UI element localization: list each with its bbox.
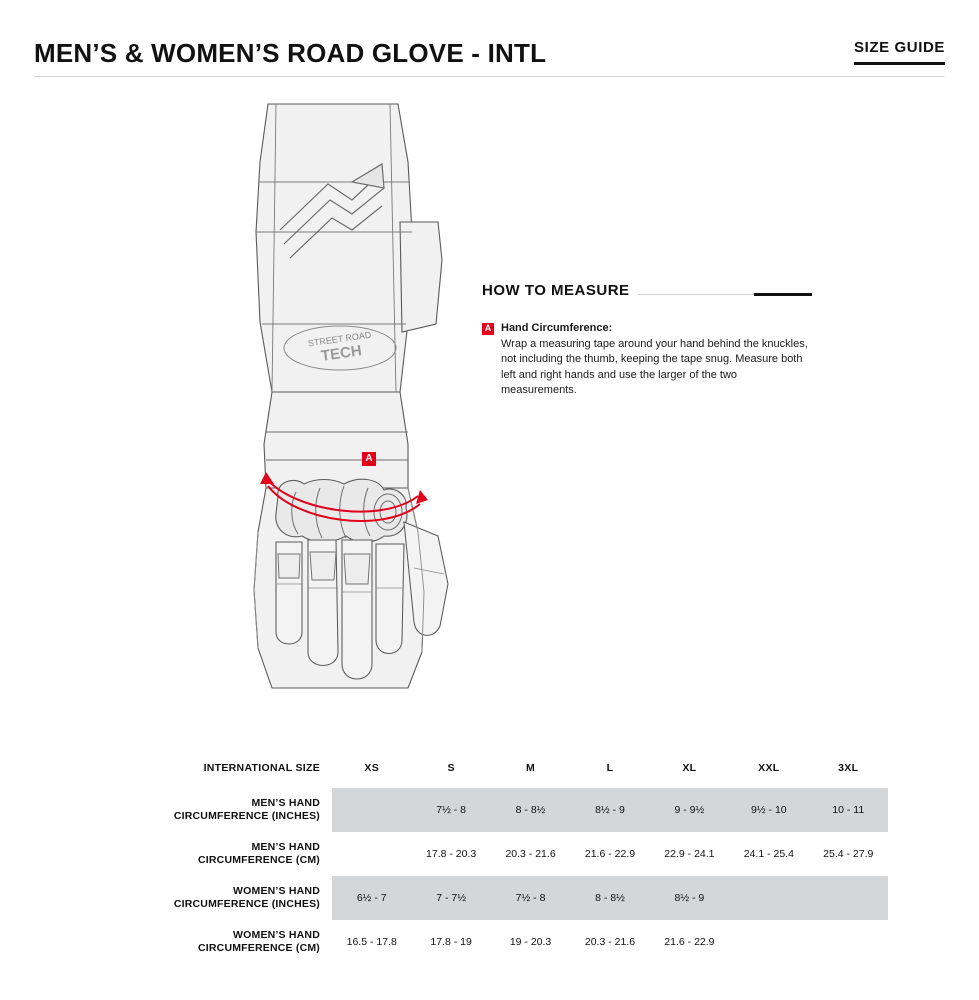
cell: 20.3 - 21.6 <box>584 936 636 948</box>
cell: 7 - 7½ <box>411 876 490 920</box>
row-label-line1: WOMEN’S HAND <box>233 884 320 897</box>
row-label-line1: MEN’S HAND <box>251 840 320 853</box>
table-row <box>96 876 888 920</box>
cell: 9 - 9½ <box>650 788 729 832</box>
table-header-label: INTERNATIONAL SIZE <box>203 762 320 774</box>
cell: 10 - 11 <box>809 788 888 832</box>
cell: 17.8 - 19 <box>430 936 472 948</box>
size-table-wrap <box>96 762 888 964</box>
cell <box>729 876 808 920</box>
cell: 8 - 8½ <box>570 876 649 920</box>
cell: 17.8 - 20.3 <box>426 848 477 860</box>
cell: 16.5 - 17.8 <box>346 936 397 948</box>
size-guide-label-wrap <box>854 39 945 66</box>
measure-marker-a: A <box>362 452 376 466</box>
cell: 8½ - 9 <box>570 788 649 832</box>
cell: 21.6 - 22.9 <box>584 848 636 860</box>
size-table <box>96 762 888 964</box>
row-label-line2: CIRCUMFERENCE (CM) <box>197 854 320 866</box>
cell: 25.4 - 27.9 <box>823 848 874 860</box>
size-guide-label: SIZE GUIDE <box>854 39 945 65</box>
row-label-line1: WOMEN’S HAND <box>233 928 320 941</box>
cell: 20.3 - 21.6 <box>505 848 556 860</box>
row-label-line1: MEN’S HAND <box>251 796 320 809</box>
measure-label: Hand Circumference: <box>501 322 613 334</box>
size-header-xl: XL <box>682 762 697 774</box>
glove-illustration <box>232 92 532 732</box>
row-label-mens-inches <box>96 788 332 832</box>
size-header-xs: XS <box>364 762 380 774</box>
row-label-line2: CIRCUMFERENCE (INCHES) <box>173 810 320 822</box>
page-header <box>0 0 979 78</box>
row-label-line2: CIRCUMFERENCE (CM) <box>197 942 320 954</box>
measure-item <box>482 321 812 398</box>
page-title: MEN’S & WOMEN’S ROAD GLOVE - INTL <box>34 38 547 68</box>
cell: 7½ - 8 <box>411 788 490 832</box>
how-to-measure-section <box>482 282 812 398</box>
how-to-measure-heading: HOW TO MEASURE <box>482 282 630 299</box>
cell: 8½ - 9 <box>650 876 729 920</box>
svg-text:STREET ROAD: STREET ROAD <box>307 329 372 349</box>
measure-badge-a: A <box>482 323 494 335</box>
size-header-l: L <box>606 762 614 774</box>
cell: 21.6 - 22.9 <box>664 936 715 948</box>
how-to-measure-heading-row <box>482 282 812 299</box>
cell: 24.1 - 25.4 <box>743 848 794 860</box>
measure-text <box>501 321 812 398</box>
cell: 22.9 - 24.1 <box>664 848 715 860</box>
table-row <box>96 920 888 964</box>
cell: 7½ - 8 <box>491 876 570 920</box>
row-label-mens-cm <box>96 832 332 876</box>
cell <box>729 920 808 964</box>
header-divider <box>34 76 945 77</box>
cell: 9½ - 10 <box>729 788 808 832</box>
cell <box>809 920 888 964</box>
cell: 19 - 20.3 <box>509 936 552 948</box>
row-label-womens-inches <box>96 876 332 920</box>
cell <box>809 876 888 920</box>
svg-text:TECH: TECH <box>319 342 363 365</box>
cell <box>332 832 411 876</box>
size-header-3xl: 3XL <box>838 762 859 774</box>
table-row <box>96 788 888 832</box>
size-header-xxl: XXL <box>758 762 780 774</box>
table-header-row <box>96 762 888 788</box>
cell: 8 - 8½ <box>491 788 570 832</box>
cell: 6½ - 7 <box>332 876 411 920</box>
size-header-m: M <box>526 762 536 774</box>
table-row <box>96 832 888 876</box>
heading-underline <box>638 294 812 295</box>
size-header-s: S <box>447 762 455 774</box>
row-label-line2: CIRCUMFERENCE (INCHES) <box>173 898 320 910</box>
cell <box>332 788 411 832</box>
row-label-womens-cm <box>96 920 332 964</box>
measure-description: Wrap a measuring tape around your hand behind the knuckles, not including the thumb, keeping the tape snug. Measure both left and right hands and use the larger of the two measurements. <box>501 338 808 396</box>
